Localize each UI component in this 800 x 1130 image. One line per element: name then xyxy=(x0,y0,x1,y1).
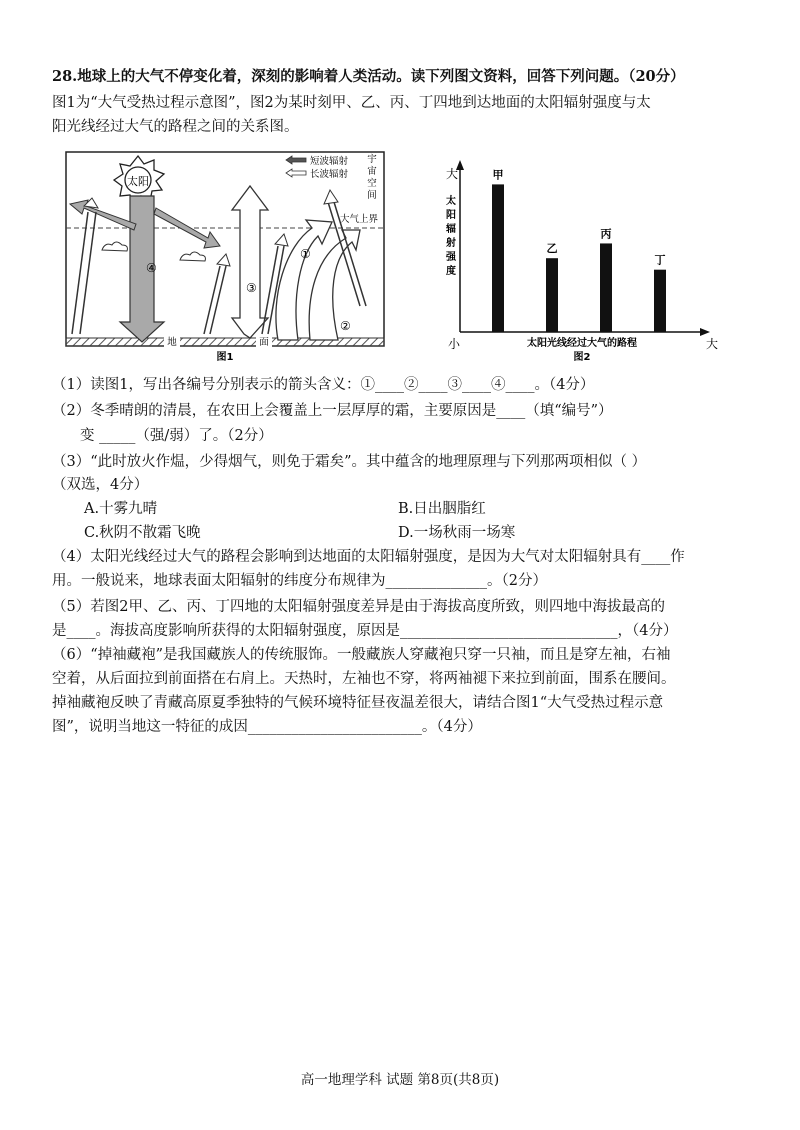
figures-block xyxy=(60,146,740,366)
bar-label-4: 丁 xyxy=(654,253,666,267)
bar-label-2: 乙 xyxy=(546,242,558,256)
y-label-char-5: 强 xyxy=(446,252,456,263)
figure1-caption: 图1 xyxy=(216,352,234,363)
bar-1 xyxy=(492,184,504,332)
legend-longwave: 长波辐射 xyxy=(310,169,349,180)
bar-group xyxy=(492,168,666,332)
ground-label-2: 面 xyxy=(259,337,269,348)
question-6-line-2: 空着，从后面拉到前面搭在右肩上。天热时，左袖也不穿，将两袖褪下来拉到前面，围系在腰间。 xyxy=(52,671,676,687)
y-label-char-6: 度 xyxy=(446,266,456,277)
marker-2: ② xyxy=(340,319,351,333)
y-label-char-1: 太 xyxy=(446,196,456,207)
question-6-line-1: （6）“掉袖藏袍”是我国藏族人的传统服饰。一般藏族人穿藏袍只穿一只袖，而且是穿左袖，右袖 xyxy=(52,647,671,663)
question-6-line-3: 掉袖藏袍反映了青藏高原夏季独特的气候环境特征昼夜温差很大，请结合图1“大气受热过程示意 xyxy=(52,695,664,711)
question-3-line-2: （双选，4分） xyxy=(52,477,149,493)
question-4-line-1: （4）太阳光线经过大气的路程会影响到达地面的太阳辐射强度，是因为大气对太阳辐射具有____作 xyxy=(52,549,685,565)
y-label-char-4: 射 xyxy=(446,238,456,249)
question-5-line-2: 是____。海拔高度影响所获得的太阳辐射强度，原因是______________________________，（4分） xyxy=(52,623,678,639)
x-axis-arrow xyxy=(700,328,710,336)
figure1-diagram xyxy=(66,152,384,363)
bar-3 xyxy=(600,243,612,332)
page-footer: 高一地理学科 试题 第8页(共8页) xyxy=(300,1072,500,1088)
figures-svg xyxy=(60,146,740,366)
figure2-caption: 图2 xyxy=(573,352,591,363)
figure2-chart xyxy=(445,160,718,363)
x-big-label: 大 xyxy=(706,337,719,351)
space-label-1: 宇 xyxy=(367,154,377,165)
question-5-line-1: （5）若图2甲、乙、丙、丁四地的太阳辐射强度差异是由于海拔高度所致，则四地中海拔最高的 xyxy=(52,599,665,615)
ground-label-1: 地 xyxy=(167,337,177,348)
option-a: A.十雾九晴 xyxy=(84,501,158,517)
bar-2 xyxy=(546,258,558,332)
space-label-3: 空 xyxy=(367,178,377,189)
option-c: C.秋阴不散霜飞晚 xyxy=(84,525,201,541)
y-label-char-3: 辐 xyxy=(446,224,456,235)
question-3-line-1: （3）“此时放火作煴，少得烟气，则免于霜矣”。其中蕴含的地理原理与下列那两项相似（ ） xyxy=(52,454,647,470)
marker-4: ④ xyxy=(146,261,157,275)
question-intro-line-1: 28.地球上的大气不停变化着，深刻的影响着人类活动。读下列图文资料，回答下列问题。（20分） xyxy=(52,68,685,85)
question-intro-line-2: 图1为“大气受热过程示意图”，图2为某时刻甲、乙、丙、丁四地到达地面的太阳辐射强度与太 xyxy=(52,95,651,111)
question-4-line-2: 用。一般说来，地球表面太阳辐射的纬度分布规律为______________。（2分） xyxy=(52,573,547,589)
marker-1: ① xyxy=(300,247,311,261)
space-label-2: 宙 xyxy=(367,166,377,177)
y-axis-big-label: 大 xyxy=(446,167,459,181)
question-intro-line-3: 阳光线经过大气的路程之间的关系图。 xyxy=(52,119,299,135)
space-label-4: 间 xyxy=(367,190,377,201)
question-6-line-4: 图”，说明当地这一特征的成因________________________。（4分） xyxy=(52,719,482,735)
atmosphere-top-label: 大气上界 xyxy=(340,214,379,225)
question-2-line-1: （2）冬季晴朗的清晨，在农田上会覆盖上一层厚厚的霜，主要原因是____（填“编号”） xyxy=(52,403,613,419)
marker-3: ③ xyxy=(246,281,257,295)
question-2-line-2: 变 _____（强/弱）了。（2分） xyxy=(80,428,273,444)
legend-shortwave: 短波辐射 xyxy=(310,156,349,167)
bar-label-3: 丙 xyxy=(600,227,612,241)
bar-label-1: 甲 xyxy=(492,168,504,182)
x-small-label: 小 xyxy=(448,337,461,351)
y-label-char-2: 阳 xyxy=(446,210,456,221)
option-b: B.日出胭脂红 xyxy=(398,501,486,517)
bar-4 xyxy=(654,270,666,332)
x-axis-label: 太阳光线经过大气的路程 xyxy=(527,338,637,349)
sun-label: 太阳 xyxy=(127,175,149,188)
option-d: D.一场秋雨一场寒 xyxy=(398,525,516,541)
question-1: （1）读图1，写出各编号分别表示的箭头含义：①____②____③____④____。（4分） xyxy=(52,377,595,393)
